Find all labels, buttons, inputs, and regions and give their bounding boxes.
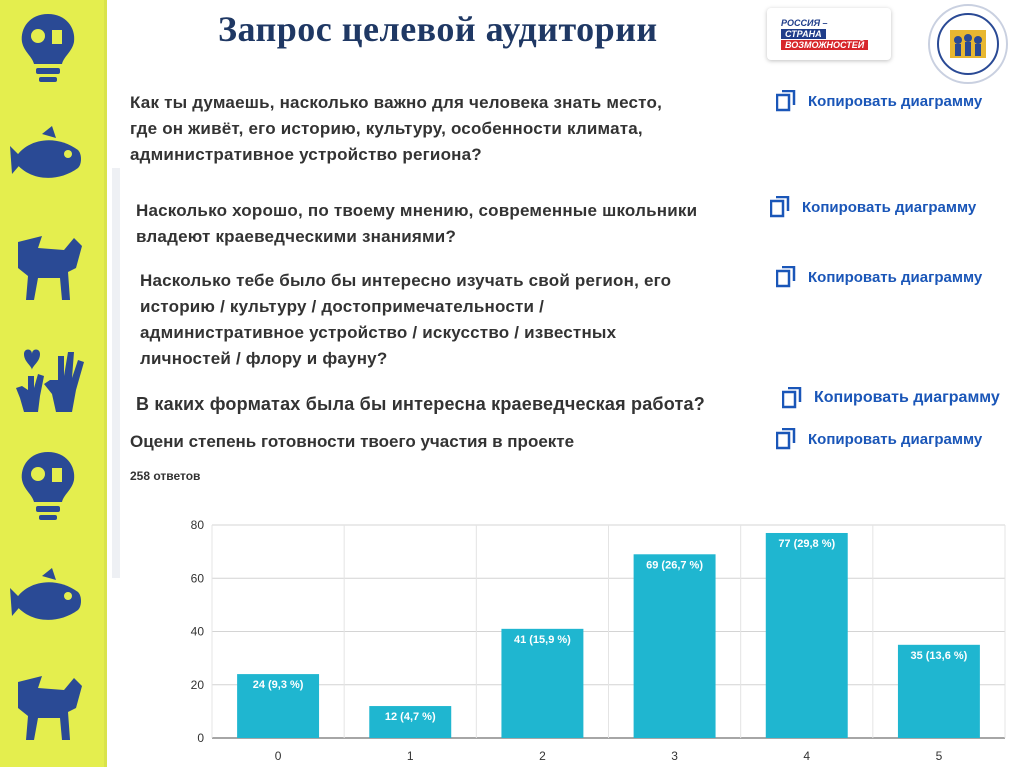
y-tick-label: 80 <box>190 518 204 532</box>
question-line: Насколько тебе было бы интересно изучать свой регион, его <box>140 271 672 290</box>
question-line: где он живёт, его историю, культуру, особенности климата, <box>130 119 643 138</box>
copy-icon <box>782 387 802 409</box>
x-tick-label: 2 <box>539 749 546 763</box>
y-tick-label: 0 <box>197 731 204 745</box>
question-line: Насколько хорошо, по твоему мнению, современные школьники <box>136 201 698 220</box>
x-tick-label: 4 <box>803 749 811 763</box>
horse-icon <box>8 228 88 308</box>
copy-chart-button[interactable] <box>782 387 1000 409</box>
question-2 <box>136 198 697 250</box>
horse-icon <box>8 668 88 748</box>
response-count: 258 ответов <box>130 469 201 483</box>
logo-line-1: РОССИЯ – <box>781 18 828 28</box>
copy-chart-button[interactable] <box>776 266 982 288</box>
chart-title: Оцени степень готовности твоего участия в проекте <box>130 432 575 451</box>
copy-chart-button[interactable] <box>770 196 976 218</box>
russia-land-of-opportunity-logo <box>767 8 891 60</box>
question-line: личностей / флору и фауну? <box>140 349 388 368</box>
project-emblem-logo <box>928 4 1008 84</box>
panel-edge <box>112 168 120 578</box>
page-title: Запрос целевой аудитории <box>218 9 658 49</box>
copy-chart-button[interactable] <box>776 90 982 112</box>
bar-chart <box>170 505 1020 767</box>
fish-icon <box>8 562 88 642</box>
y-tick-label: 20 <box>190 677 204 692</box>
lightbulb-puzzle-icon <box>8 446 88 526</box>
fish-icon <box>8 120 88 200</box>
copy-chart-label: Копировать диаграмму <box>814 389 1000 406</box>
x-tick-label: 3 <box>671 749 678 763</box>
question-line: историю / культуру / достопримечательности / <box>140 297 545 316</box>
data-label: 69 (26,7 %) <box>646 559 704 572</box>
x-tick-label: 5 <box>935 749 943 763</box>
question-line: административное устройство региона? <box>130 145 482 164</box>
question-line: владеют краеведческими знаниями? <box>136 227 457 246</box>
copy-icon <box>776 90 796 112</box>
copy-chart-label: Копировать диаграмму <box>808 268 983 286</box>
y-tick-label: 40 <box>190 624 204 639</box>
data-label: 77 (29,8 %) <box>778 537 836 550</box>
question-line: В каких форматах была бы интересна краеведческая работа? <box>136 394 705 414</box>
copy-chart-button[interactable] <box>776 428 982 450</box>
x-tick-label: 0 <box>274 749 282 763</box>
copy-icon <box>776 266 796 288</box>
question-1 <box>130 90 662 168</box>
data-label: 24 (9,3 %) <box>252 679 304 692</box>
y-tick-label: 60 <box>190 571 204 586</box>
logo-line-3: ВОЗМОЖНОСТЕЙ <box>781 40 868 50</box>
question-line: Как ты думаешь, насколько важно для человека знать место, <box>130 93 662 112</box>
logo-line-2: СТРАНА <box>781 29 826 39</box>
data-label: 41 (15,9 %) <box>513 633 571 646</box>
hands-hearts-icon <box>8 340 88 420</box>
copy-chart-label: Копировать диаграмму <box>808 92 983 110</box>
copy-icon <box>776 428 796 450</box>
sidebar <box>0 0 104 767</box>
question-line: административное устройство / искусство / известных <box>140 323 617 342</box>
copy-chart-label: Копировать диаграмму <box>802 198 977 216</box>
bar <box>766 533 848 738</box>
copy-chart-label: Копировать диаграмму <box>808 430 983 448</box>
lightbulb-puzzle-icon <box>8 8 88 88</box>
bar <box>634 554 716 738</box>
data-label: 35 (13,6 %) <box>910 649 968 662</box>
emblem-icon <box>930 6 1006 82</box>
data-label: 12 (4,7 %) <box>384 711 436 724</box>
question-4 <box>136 391 705 417</box>
copy-icon <box>770 196 790 218</box>
question-3 <box>140 268 671 372</box>
x-tick-label: 1 <box>406 749 414 763</box>
